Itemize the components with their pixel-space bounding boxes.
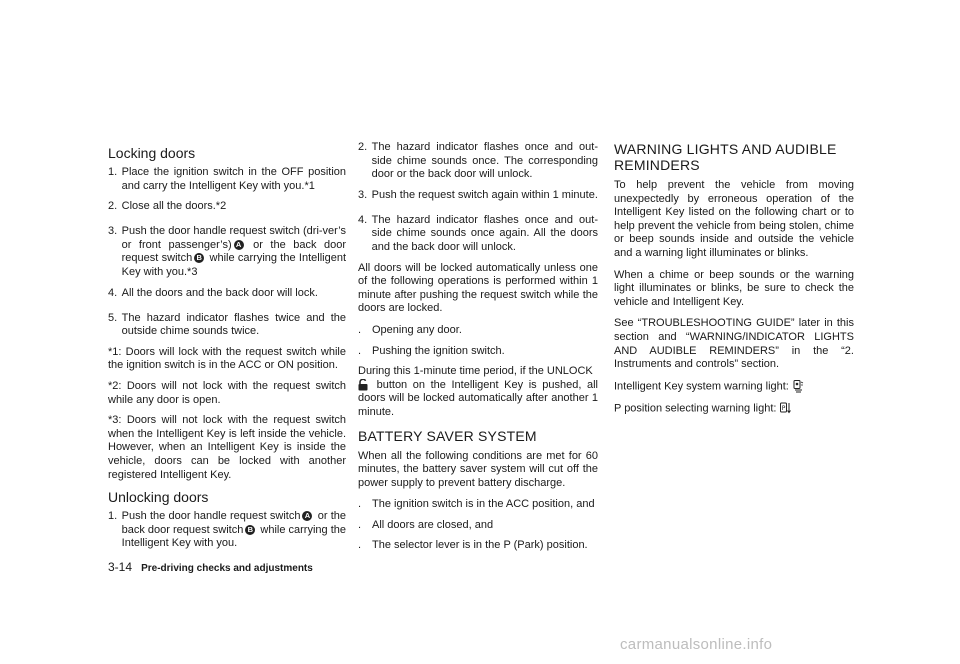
column-left (108, 141, 346, 558)
list-item (108, 225, 346, 279)
auto-lock-paragraph: All doors will be locked automatically unless one of the following operations is performed within 1 minute after pushing the request switch while the doors are locked. (358, 261, 598, 315)
footnote: *1: Doors will lock with the request switch while the ignition switch is in the ACC or ON position. (108, 345, 346, 372)
step-number: 4. (358, 213, 368, 226)
unlock-icon (358, 379, 368, 391)
step-text: All the doors and the back door will lock. (121, 286, 318, 299)
warning-paragraph-1: To help prevent the vehicle from moving unexpectedly by erroneous operation of the Intelligent Key listed on the following chart or to help prevent the vehicle from being stolen, chime or beep sounds inside and outside the vehicle and a warning light illuminates or blinks. (614, 179, 854, 259)
list-item: . All doors are closed, and (358, 519, 598, 533)
key-warning-light-line: Intelligent Key system warning light: (614, 380, 854, 394)
bullet-text: Pushing the ignition switch. (372, 344, 505, 357)
unlocking-heading: Unlocking doors (108, 489, 209, 506)
callout-b-icon: B (245, 525, 255, 535)
list-item (108, 510, 346, 551)
bullet-text: The selector lever is in the P (Park) position. (372, 539, 588, 552)
list-item (358, 214, 598, 255)
p-position-warning-light-icon (780, 402, 791, 415)
list-item (358, 189, 598, 207)
step-text: Close all the doors.*2 (121, 200, 227, 213)
warning-paragraph-3: See “TROUBLESHOOTING GUIDE” later in this section and “WARNING/INDICATOR LIGHTS AND AUDIBLE REMINDERS” in the “2. Instruments and controls” section. (614, 317, 854, 371)
warning-lights-heading: WARNING LIGHTS AND AUDIBLE REMINDERS (614, 141, 837, 173)
list-item (108, 166, 346, 193)
callout-a-icon: A (234, 240, 244, 250)
unlock-button-paragraph: During this 1-minute time period, if the UNLOCK button on the Intelligent Key is pushed, all doors will be locked automatically after another 1 minute. (358, 365, 598, 418)
step-number: 5. (108, 311, 118, 324)
step-number: 4. (108, 286, 118, 299)
callout-b-icon: B (194, 253, 204, 263)
step-number: 1. (108, 166, 118, 178)
warning-paragraph-2: When a chime or beep sounds or the warning light illuminates or blinks, be sure to check the vehicle and Intelligent Key. (614, 268, 854, 308)
column-right (614, 141, 854, 424)
list-item: . The ignition switch is in the ACC position, and (358, 498, 598, 512)
page-footer (108, 560, 313, 574)
list-item: . The selector lever is in the P (Park) position. (358, 539, 598, 553)
svg-text:P: P (782, 404, 786, 412)
step-number: 1. (108, 510, 118, 523)
step-text: Push the door handle request switch (dri-ver’s or front passenger’s) A or the back door request switch B while carrying the Intelligent Key with you.*3 (121, 225, 346, 278)
step-number: 3. (108, 225, 118, 238)
battery-saver-heading: BATTERY SAVER SYSTEM (358, 427, 537, 444)
callout-a-icon: A (302, 511, 312, 521)
step-number: 3. (358, 188, 368, 201)
step-text: Place the ignition switch in the OFF position and carry the Intelligent Key with you.*1 (121, 166, 346, 192)
step-text: The hazard indicator flashes twice and the outside chime sounds twice. (121, 311, 346, 338)
step-text: Push the door handle request switch A or the back door request switch B while carrying the Intelligent Key with you. (121, 510, 347, 550)
bullet-text: The ignition switch is in the ACC position, and (372, 498, 595, 511)
step-text: The hazard indicator flashes once and out-side chime sounds once. The corresponding door or the back door will unlock. (371, 141, 598, 181)
bullet-text: All doors are closed, and (372, 518, 494, 531)
step-number: 2. (358, 141, 368, 153)
section-title: Pre-driving checks and adjustments (141, 563, 313, 574)
page-number: 3-14 (108, 560, 133, 574)
bullet-text: Opening any door. (372, 323, 462, 336)
step-text: Push the request switch again within 1 minute. (371, 188, 598, 201)
list-item (108, 287, 346, 305)
column-middle (358, 141, 598, 560)
footnote: *3: Doors will not lock with the request switch when the Intelligent Key is left inside the vehicle. However, when an Intelligent Key is inside the vehicle, doors can be locked with another registered Intelligent Key. (108, 414, 346, 481)
battery-saver-paragraph: When all the following conditions are met for 60 minutes, the battery saver system will cut off the power supply to prevent battery discharge. (358, 449, 598, 489)
locking-heading: Locking doors (108, 145, 196, 161)
key-warning-light-icon (793, 380, 804, 393)
watermark: carmanualsonline.info (620, 636, 773, 653)
list-item (108, 200, 346, 218)
list-item: . Pushing the ignition switch. (358, 345, 598, 359)
step-number: 2. (108, 200, 118, 213)
list-item: . Opening any door. (358, 324, 598, 338)
list-item (358, 141, 598, 182)
p-position-warning-light-line: P position selecting warning light: P (614, 402, 854, 416)
list-item (108, 312, 346, 339)
footnote: *2: Doors will not lock with the request switch while any door is open. (108, 379, 346, 406)
step-text: The hazard indicator flashes once and out-side chime sounds once again. All the doors and the back door will unlock. (371, 213, 598, 253)
